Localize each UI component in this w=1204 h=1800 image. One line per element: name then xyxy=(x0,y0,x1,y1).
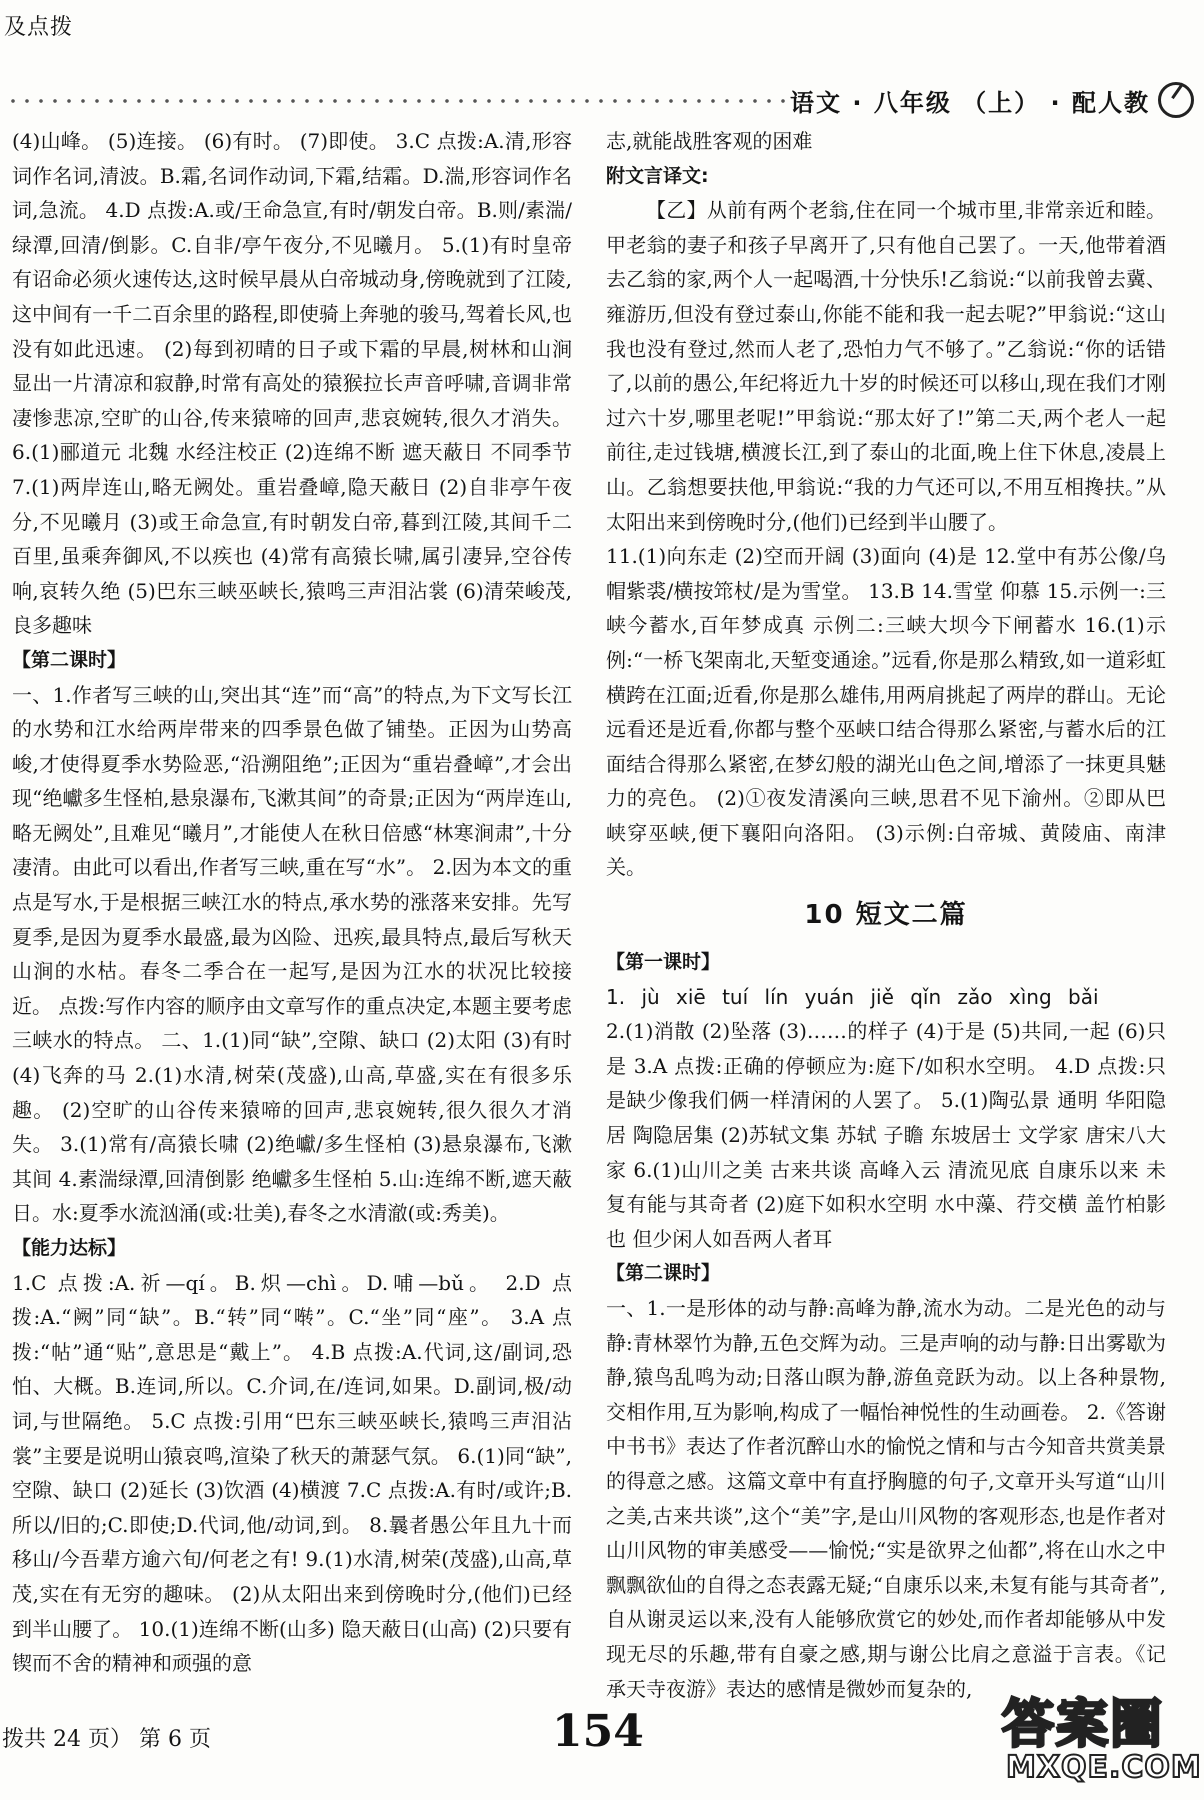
page-number: 154 xyxy=(552,1706,644,1757)
pinyin-line: 1. jù xiē tuí lín yuán jiě qǐn zǎo xìng bǎi xyxy=(606,984,1099,1009)
section-heading: 【能力达标】 xyxy=(12,1237,127,1259)
section-heading: 【第二课时】 xyxy=(12,648,127,671)
book-logo-icon xyxy=(1158,82,1194,118)
answer-paragraph: 1.C 点拨:A.祈—qí。B.炽—chì。D.哺—bǔ。 2.D 点拨:A.“阙”同“缺”。B.“转”同“啭”。C.“坐”同“座”。 3.A 点拨:“帖”通“贴”,意思是“戴上”。 4.B 点拨:A.代词,这/副词,恐怕、大概。B.连词,所以。C.介词,在/连词,如果。D.副词,极/动词,与世隔绝。 5.C 点拨:引用“巴东三峡巫峡长,猿鸣三声泪沾裳”主要是说明山猿哀鸣,渲染了秋天的萧瑟气氛。 6.(1)同“缺”,空隙、缺口 (2)延长 (3)饮酒 (4)横渡 7.C 点拨:A.有时/或许;B.所以/旧的;C.即使;D.代词,他/动词,到。 8.曩者愚公年且九十而移山/今吾辈方逾六旬/何老之有! 9.(1)水清,树荣(茂盛),山高,草茂,实在有无穷的趣味。 (2)从太阳出来到傍晚时分,(他们)已经到半山腰了。 10.(1)连绵不断(山多) 隐天蔽日(山高) (2)只要有锲而不舍的精神和顽强的意 xyxy=(12,1270,572,1676)
running-title xyxy=(790,82,1194,118)
running-section-label: 及点拨 xyxy=(4,15,74,40)
right-column xyxy=(606,124,1166,1706)
lesson-title: 10 短文二篇 xyxy=(804,900,968,931)
watermark-url: MXQE.COM xyxy=(1006,1750,1202,1785)
translation-paragraph: 【乙】从前有两个老翁,住在同一个城市里,非常亲近和睦。甲老翁的妻子和孩子早离开了,只有他自己罢了。一天,他带着酒去乙翁的家,两个人一起喝酒,十分快乐!乙翁说:“以前我曾去冀、雍游历,但没有登过泰山,你能不能和我一起去呢?”甲翁说:“这山我也没有登过,然而人老了,恐怕力气不够了。”乙翁说:“你的话错了,以前的愚公,年纪将近九十岁的时候还可以移山,现在我们才刚过六十岁,哪里老呢!”甲翁说:“那太好了!”第二天,两个老人一起前往,走过钱塘,横渡长江,到了泰山的北面,晚上住下休息,凌晨上山。乙翁想要扶他,甲翁说:“我的力气还可以,不用互相搀扶。”从太阳出来到傍晚时分,(他们)已经到半山腰了。 xyxy=(606,198,1166,534)
translation-heading: 附文言译文: xyxy=(606,164,709,187)
answer-paragraph: 一、1.作者写三峡的山,突出其“连”而“高”的特点,为下文写长江的水势和江水给两岸带来的四季景色做了铺垫。正因为山势高峻,才使得夏季水势险恶,“沿溯阻绝”;正因为“重岩叠嶂”,才会出现“绝巘多生怪柏,悬泉瀑布,飞漱其间”的奇景;正因为“两岸连山,略无阙处”,且难见“曦月”,才能使人在秋日倍感“林寒涧肃”,十分凄清。由此可以看出,作者写三峡,重在写“水”。 2.因为本文的重点是写水,于是根据三峡江水的特点,承水势的涨落来安排。先写夏季,是因为夏季水最盛,最为凶险、迅疾,最具特点,最后写秋天山涧的水枯。春冬二季合在一起写,是因为江水的状况比较接近。 点拨:写作内容的顺序由文章写作的重点决定,本题主要考虑三峡水的特点。 二、1.(1)同“缺”,空隙、缺口 (2)太阳 (3)有时 (4)飞奔的马 2.(1)水清,树荣(茂盛),山高,草盛,实在有很多乐趣。 (2)空旷的山谷传来猿啼的回声,悲哀婉转,很久很久才消失。 3.(1)常有/高猿长啸 (2)绝巘/多生怪柏 (3)悬泉瀑布,飞漱其间 4.素湍绿潭,回清倒影 绝巘多生怪柏 5.山:连绵不断,遮天蔽日。水:夏季水流汹涌(或:壮美),春冬之水清澈(或:秀美)。 xyxy=(12,682,572,1226)
section-heading: 【第二课时】 xyxy=(606,1262,721,1285)
answer-paragraph: (4)山峰。 (5)连接。 (6)有时。 (7)即使。 3.C 点拨:A.清,形容词作名词,清波。B.霜,名词作动词,下霜,结霜。D.湍,形容词作名词,急流。 4.D 点拨:A.或/王命急宣,有时/朝发白帝。B.则/素湍/绿潭,回清/倒影。C.自非/亭午夜分,不见曦月。 5.(1)有时皇帝有诏命必须火速传达,这时候早晨从白帝城动身,傍晚就到了江陵,这中间有一千二百余里的路程,即使骑上奔驰的骏马,驾着长风,也没有如此迅速。 (2)每到初晴的日子或下霜的早晨,树林和山涧显出一片清凉和寂静,时常有高处的猿猴拉长声音呼啸,音调非常凄惨悲凉,空旷的山谷,传来猿啼的回声,悲哀婉转,很久才消失。 6.(1)郦道元 北魏 水经注校正 (2)连绵不断 遮天蔽日 不同季节 7.(1)两岸连山,略无阙处。重岩叠嶂,隐天蔽日 (2)自非亭午夜分,不见曦月 (3)或王命急宣,有时朝发白帝,暮到江陵,其间千二百里,虽乘奔御风,不以疾也 (4)常有高猿长啸,属引凄异,空谷传响,哀转久绝 (5)巴东三峡巫峡长,猿鸣三声泪沾裳 (6)清荣峻茂,良多趣味 xyxy=(12,129,572,638)
header-dotted-rule xyxy=(6,98,786,104)
answer-paragraph: 2.(1)消散 (2)坠落 (3)……的样子 (4)于是 (5)共同,一起 (6)只是 3.A 点拨:正确的停顿应为:庭下/如积水空明。 4.D 点拨:只是缺少像我们俩一样清闲的人罢了。 5.(1)陶弘景 通明 华阳隐居 陶隐居集 (2)苏轼文集 苏轼 子瞻 东坡居士 文学家 唐宋八大家 6.(1)山川之美 古来共谈 高峰入云 清流见底 自康乐以来 未复有能与其奇者 (2)庭下如积水空明 水中藻、荇交横 盖竹柏影也 但少闲人如吾两人者耳 xyxy=(606,1019,1166,1251)
footer-page-info: 拨共 24 页） 第 6 页 xyxy=(2,1727,211,1752)
left-column xyxy=(12,124,572,1681)
section-heading: 【第一课时】 xyxy=(606,951,721,974)
watermark-logo xyxy=(1002,1682,1202,1794)
answer-paragraph: 11.(1)向东走 (2)空而开阔 (3)面向 (4)是 12.堂中有苏公像/乌帽紫裘/横按筇杖/是为雪堂。 13.B 14.雪堂 仰慕 15.示例一:三峡今蓄水,百年梦成真 示例二:三峡大坝今下闸蓄水 16.(1)示例:“一桥飞架南北,天堑变通途。”远看,你是那么精致,如一道彩虹横跨在江面;近看,你是那么雄伟,用两肩挑起了两岸的群山。无论远看还是近看,你都与整个巫峡口结合得那么紧密,与蓄水后的江面结合得那么紧密,在梦幻般的湖光山色之间,增添了一抹更具魅力的亮色。 (2)①夜发清溪向三峡,思君不见下渝州。②即从巴峡穿巫峡,便下襄阳向洛阳。 (3)示例:白帝城、黄陵庙、南津关。 xyxy=(606,544,1166,880)
running-title-text: 语文 · 八年级 （上） · 配人教 xyxy=(790,88,1151,117)
answer-paragraph: 一、1.一是形体的动与静:高峰为静,流水为动。二是光色的动与静:青林翠竹为静,五色交辉为动。三是声响的动与静:日出雾歇为静,猿鸟乱鸣为动;日落山暝为静,游鱼竞跃为动。以上各种景物,交相作用,互为影响,构成了一幅怡神悦性的生动画卷。 2.《答谢中书书》表达了作者沉醉山水的愉悦之情和与古今知音共赏美景的得意之感。这篇文章中有直抒胸臆的句子,文章开头写道“山川之美,古来共谈”,这个“美”字,是山川风物的客观形态,也是作者对山川风物的审美感受——愉悦;“实是欲界之仙都”,将在山水之中飘飘欲仙的自得之态表露无疑;“自康乐以来,未复有能与其奇者”,自从谢灵运以来,没有人能够欣赏它的妙处,而作者却能够从中发现无尽的乐趣,带有自豪之感,期与谢公比肩之意溢于言表。《记承天寺夜游》表达的感情是微妙而复杂的, xyxy=(606,1296,1166,1701)
watermark-title: 答案圈 xyxy=(1002,1695,1165,1755)
answer-paragraph: 志,就能战胜客观的困难 xyxy=(606,129,813,153)
